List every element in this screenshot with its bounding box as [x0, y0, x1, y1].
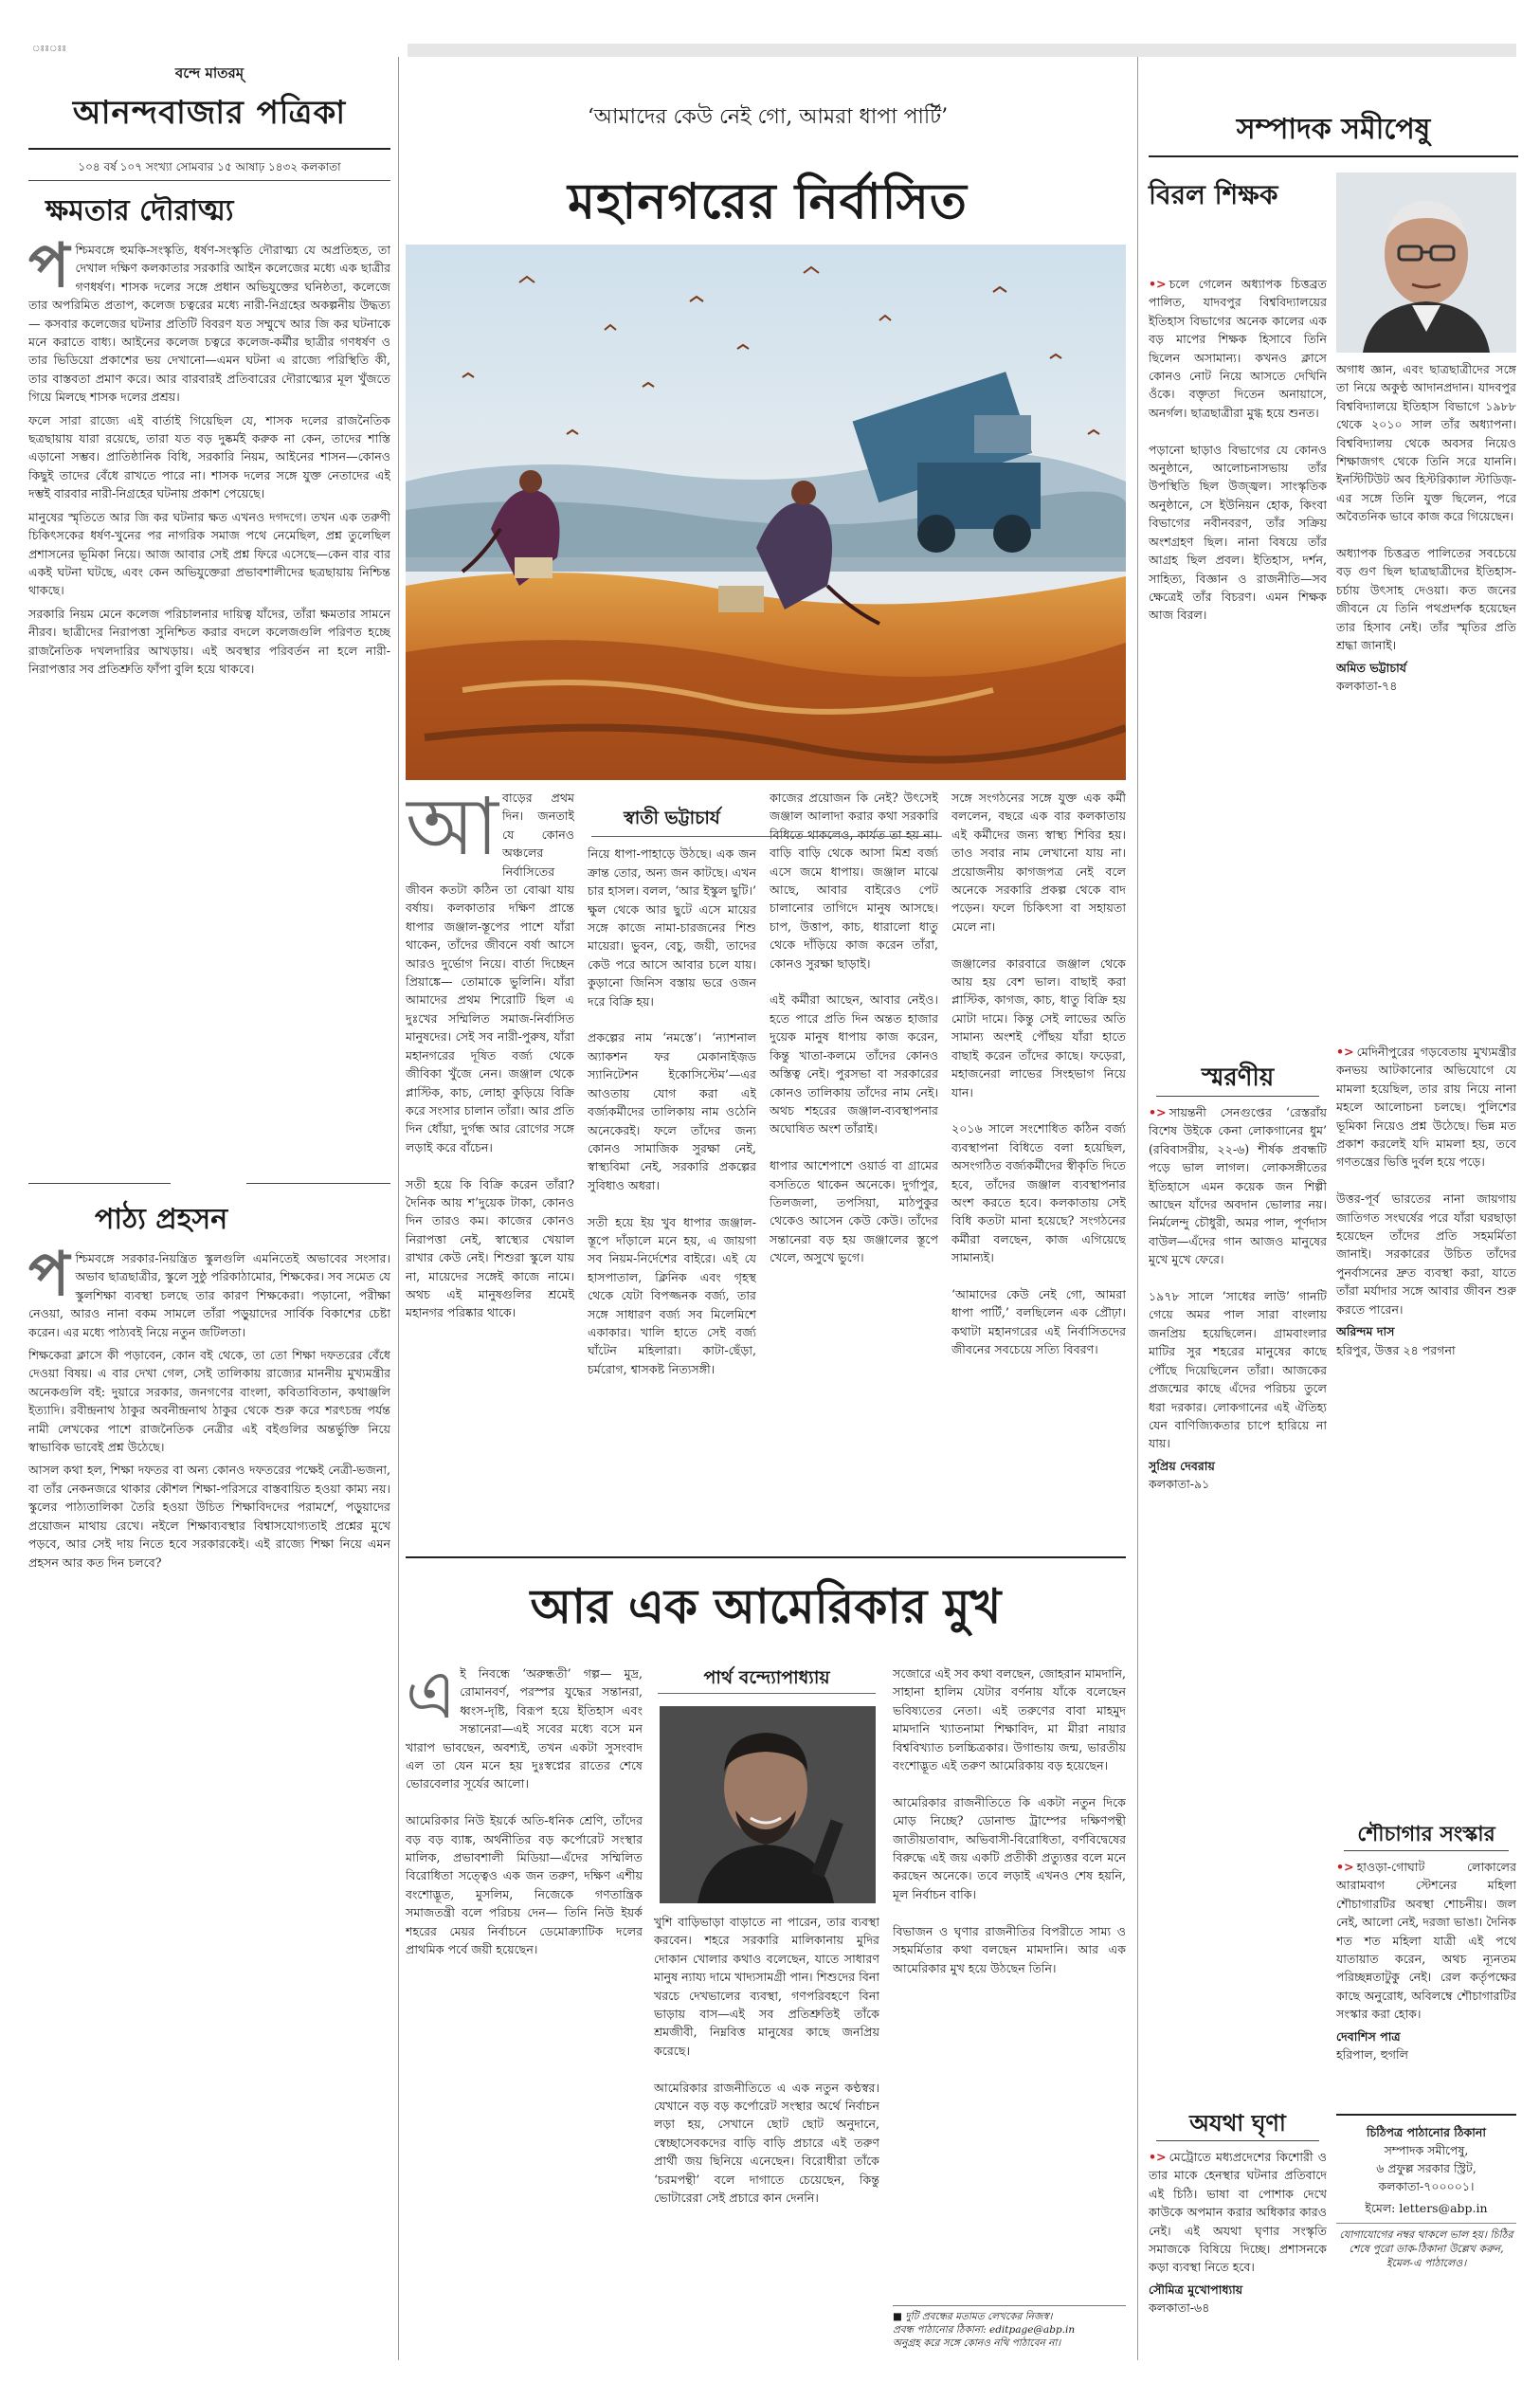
- editorial-2-paragraph: শিক্ষকেরা ক্লাসে কী পড়াবেন, কোন বই থেকে, তা তো শিক্ষা দফতরের বেঁধে দেওয়া বিষয়। এ বার দেখা গেল, সেই তালিকায় রাজ্যের মাননীয় মুখ্যমন্ত্রীর অনেকগুলি বই: দুয়ারে সরকার, জনগণের বাংলা, কবিতাবিতান, কথাঞ্জলি ইত্যাদি। রবীন্দ্রনাথ ঠাকুর অবনীন্দ্রনাথ ঠাকুর থেকে শুরু করে শরৎচন্দ্র পর্যন্ত নামী লেখকের পাশে রাজনৈতিক নেত্রীর এই বইগুলির অন্তর্ভুক্তি নিয়ে স্বাভাবিক ভাবেই প্রশ্ন উঠেছে।: [28, 1348, 390, 1455]
- editorial-2-paragraph: শ্চিমবঙ্গে সরকার-নিয়ন্ত্রিত স্কুলগুলি এমনিতেই অভাবের সংসার। অভাব ছাত্রছাত্রীর, স্কুলে সুষ্ঠু পরিকাঠামোর, শিক্ষকের। সব সমেত যে স্কুলশিক্ষা ব্যবস্থা চলছে তার কারণ শিক্ষকেরা। পড়ানো, পরীক্ষা নেওয়া, আরও নানা বকম সামলে তাঁরা পড়ুয়াদের সার্বিক বিকাশের চেষ্টা করেন। এর মধ্যে পাঠ্যবই নিয়ে নতুন জটিলতা।: [28, 1251, 390, 1339]
- letter-4-body: [1336, 1858, 1516, 2104]
- letter-5-author: সৌমিত্র মুখোপাধ্যায়: [1149, 2282, 1243, 2297]
- letters-address-box: [1336, 2114, 1516, 2360]
- address-heading: চিঠিপত্র পাঠানোর ঠিকানা: [1366, 2125, 1487, 2139]
- bullet-icon: •>: [1336, 1860, 1354, 1874]
- story-1-body: [406, 789, 1126, 1547]
- editorial-1-dropcap: প: [28, 241, 70, 301]
- story-1-column-1: [406, 789, 574, 1542]
- letter-2-body-text: সায়ন্তনী সেনগুপ্তের ‘রেস্তরাঁয় বিশেষ উইকে কেনা লোকগানের ধুম’ (রবিবাসরীয়, ২২-৬) শীর্ষক প্রবন্ধটি পড়ে ভাল লাগল। লোকসঙ্গীতের ইতিহাসে এমন কয়েক জন শিল্পী আছেন যাঁদের অবদান ভোলার নয়। নির্মলেন্দু চৌধুরী, অমর পাল, পূর্ণদাস বাউল—এঁদের গান আজও মানুষের মুখে মুখে ফেরে। ১৯৭৮ সালে ‘সাধের লাউ’ গানটি গেয়ে অমর পাল সারা বাংলায় জনপ্রিয় হয়েছিলেন। গ্রামবাংলার মাটির সুর শহরের মানুষের কাছে পৌঁছে দিয়েছিলেন তাঁরা। আজকের প্রজন্মের কাছে এঁদের পরিচয় তুলে ধরা দরকার। লোকগানের এই ঐতিহ্য যেন বাণিজ্যিকতার চাপে হারিয়ে না যায়।: [1149, 1105, 1327, 1451]
- story-1-headline: মহানগরের নির্বাসিত: [568, 173, 968, 230]
- letter-1-body: [1149, 275, 1327, 1045]
- editorial-1-paragraph: শ্চিমবঙ্গে হুমকি-সংস্কৃতি, ধর্ষণ-সংস্কৃতি দৌরাত্ম্য যে অপ্রতিহত, তা দেখাল দক্ষিণ কলকাতার সরকারি আইন কলেজের মধ্যে এক ছাত্রীর গণধর্ষণ। শাসক দলের সঙ্গে প্রধান অভিযুক্তের ঘনিষ্ঠতা, কলেজে তার অপরিমিত প্রতাপ, কলেজ চত্বরের মধ্যে নারী-নিগ্রহের অকল্পনীয় উদ্ধত্য— কসবার কলেজের ঘটনার প্রতিটি বিবরণ যত সম্মুখে আর জি কর ঘটনাকে মনে করাতে বাধ্য। আইনের কলেজ চত্বরে কলেজ-কর্মীর ছাত্রীর গণধর্ষণ ও তার ভিডিয়ো প্রকাশের ভয় দেখানো—এমন ঘটনা এ রাজ্যে পরিস্থিতি কী, তার বাস্তবতা প্রমাণ করে। আর বারবারই প্রতিবারের দৌরাত্ম্যের মূল খুঁজতে গিয়ে মিলছে শাসক দলের প্রশ্রয়।: [28, 243, 390, 405]
- letter-1-author: অমিত ভট্টাচার্য: [1336, 660, 1407, 675]
- letter-2-author: সুপ্রিয় দেবরায়: [1149, 1458, 1215, 1473]
- editorial-1-paragraph: সরকারি নিয়ম মেনে কলেজ পরিচালনার দায়িত্ব যাঁদের, তাঁরা ক্ষমতার সামনে নীরব। ছাত্রীদের নিরাপত্তা সুনিশ্চিত করার বদলে কলেজগুলি পরিণত হচ্ছে রাজনৈতিক দখলদারির আখড়ায়। এই অবস্থার পরিবর্তন না হলে নারী-নিরাপত্তার সব প্রতিশ্রুতি ফাঁপা বুলি হয়ে থাকবে।: [28, 606, 390, 676]
- letter-5-place: কলকাতা-৬৪: [1149, 2300, 1210, 2316]
- editorial-2-title: পাঠ্য প্রহসন: [95, 1203, 228, 1236]
- story-1-illustration: [406, 245, 1126, 780]
- letter-5-title: অযথা ঘৃণা: [1189, 2109, 1286, 2137]
- editorial-1: [28, 188, 390, 1174]
- letter-3-body: [1336, 1043, 1516, 1801]
- letter-2-title: স্মরণীয়: [1201, 1064, 1275, 1092]
- letter-5-body: [1149, 2148, 1327, 2356]
- bullet-icon: •>: [1149, 1105, 1167, 1119]
- letter-2-title-rule: [1156, 1096, 1319, 1097]
- story-1-dropcap: আ: [406, 789, 498, 873]
- letter-3-place: হরিপুর, উত্তর ২৪ পরগনা: [1336, 1342, 1456, 1357]
- editorial-2: [28, 1196, 390, 2349]
- letter-2-place: কলকাতা-৯১: [1149, 1477, 1210, 1492]
- letter-1-place: কলকাতা-৭৪: [1336, 678, 1398, 693]
- letter-5-body-text: মেট্রোতে মধ্যপ্রদেশের কিশোরী ও তার মাকে হেনস্থার ঘটনার প্রতিবাদে এই চিঠি। ভাষা বা পোশাক দেখে কাউকে অপমান করার অধিকার কারও নেই। এই অযথা ঘৃণার সংস্কৃতি সমাজকে বিষিয়ে দিচ্ছে। প্রশাসনকে কড়া ব্যবস্থা নিতে হবে।: [1149, 2150, 1327, 2275]
- story-1-column-4: [951, 789, 1126, 1542]
- story-1-column-3: [770, 789, 938, 1542]
- story-2-column-3: [893, 1664, 1126, 2300]
- story-2-column-1: [406, 1664, 643, 2361]
- letters-title-rule: [1149, 155, 1518, 157]
- editorial-2-body: [28, 1249, 390, 2349]
- letters-section-title: সম্পাদক সমীপেষু: [1236, 113, 1431, 146]
- story-1-byline-underline: [591, 836, 942, 837]
- waste-pickers-painting: [406, 245, 1126, 780]
- letter-1-caption: [1336, 360, 1516, 1024]
- story-2-footnote: ■ দুটি প্রবন্ধের মতামত লেখকের নিজস্ব। প্রবন্ধ পাঠানোর ঠিকানা: editpage@abp.in অনুগ্রহ করে সঙ্গে কোনও নথি পাঠাবেন না।: [893, 2305, 1126, 2350]
- story-2-column-1-text: ই নিবন্ধে ‘অরুন্ধতী’ গল্প— মুদ্র, রোমানবৰ্ণ, পরস্পর যুদ্ধের সন্তানরা, ধ্বংস-দৃষ্টি, বিরূপ হয়ে ইতিহাস এবং সন্তানেরা—এই সবের মধ্যে বসে মন খারাপ ভাবছেন, অবশ্যই, তখন একটা সুসংবাদ এল তা যেন মনে হয় দুঃস্বপ্নের রাতের শেষে ভোরবেলার সূর্যের আলো। আমেরিকার নিউ ইয়র্কে অতি-ধনিক শ্রেণি, তাঁদের বড় বড় ব্যাঙ্ক, অর্থনীতির বড় কর্পোরেট সংস্থার মালিক, প্রভাবশালী মিডিয়া—এঁদের সম্মিলিত বিরোধিতা সত্ত্বেও এক জন তরুণ, দক্ষিণ এশীয় বংশোদ্ভূত, মুসলিম, নিজেকে গণতান্ত্রিক সমাজতন্ত্রী বলে পরিচয় দেন— তিনি নিউ ইয়র্ক শহরের মেয়র নির্বাচনে ডেমোক্র্যাটিক দলের প্রাথমিক পর্বে জয়ী হয়েছেন।: [406, 1666, 643, 1957]
- masthead-motto: বন্দে মাতরম্: [174, 64, 245, 82]
- story-2-column-2-text: খুশি বাড়িভাড়া বাড়াতে না পারেন, তার ব্যবস্থা করবেন। শহরে সরকারি মালিকানায় মুদির দোকান খোলার কথাও বলেছেন, যাতে সাধারণ মানুষ ন্যায্য দামে খাদ্যসামগ্রী পান। শিশুদের বিনা খরচে দেখভালের ব্যবস্থা, গণপরিবহণে বিনা ভাড়ায় বাস—এই সব প্রতিশ্রুতিই তাঁকে শ্রমজীবী, নিম্নবিত্ত মানুষের কাছে জনপ্রিয় করেছে। আমেরিকার রাজনীতিতে এ এক নতুন কণ্ঠস্বর। যেখানে বড় বড় কর্পোরেট সংস্থার অর্থে নির্বাচন লড়া হয়, সেখানে ছোট ছোট অনুদানে, স্বেচ্ছাসেবকদের বাড়ি বাড়ি প্রচারে এই তরুণ প্রার্থী জয় ছিনিয়ে এনেছেন। বিরোধীরা তাঁকে ‘চরমপন্থী’ বলে দাগাতে চেয়েছেন, কিন্তু ভোটারেরা সেই প্রচারে কান দেননি।: [654, 1915, 879, 2206]
- bullet-icon: •>: [1149, 2150, 1167, 2164]
- editorial-1-title: ক্ষমতার দৌরাত্ম্য: [45, 194, 234, 227]
- story-2-byline: পার্থ বন্দ্যোপাধ্যায়: [703, 1667, 830, 1688]
- story-2-byline-underline: [658, 1693, 876, 1694]
- address-line: সম্পাদক সমীপেষু,: [1384, 2143, 1469, 2157]
- letter-1-caption-text: অগাধ জ্ঞান, এবং ছাত্রছাত্রীদের সঙ্গে তা নিয়ে অকুণ্ঠ আদানপ্রদান। যাদবপুর বিশ্ববিদ্যালয়ে ইতিহাস বিভাগে ১৯৮৮ থেকে ২০১০ সাল তাঁর অধ্যাপনা। বিশ্ববিদ্যালয় থেকে অবসর নিয়েও শিক্ষাজগৎ থেকে তিনি সরে যাননি। ইনস্টিটিউট অব হিস্টরিক্যাল স্টাডিজ়-এর সঙ্গে তিনি যুক্ত ছিলেন, পরে অবৈতনিক ভাবে কাজ করে গিয়েছেন। অধ্যাপক চিত্তব্রত পালিতের সবচেয়ে বড় গুণ ছিল ছাত্রছাত্রীদের ইতিহাস-চর্চায় উৎসাহ দেওয়া। কত জনের জীবনে যে তিনি পথপ্রদর্শক হয়েছেন তার হিসাব নেই। তাঁর স্মৃতির প্রতি শ্রদ্ধা জানাই।: [1336, 362, 1516, 653]
- address-line: কলকাতা-৭০০০০১।: [1378, 2179, 1475, 2193]
- story-1-column-2-text: নিয়ে ধাপা-পাহাড়ে উঠছে। এক জন ক্রান্ত তোর, অন্য জন কাটছে। এখন চার হাসল। বলল, ‘আর ইস্কুল ছুটি।’ ক্ষুল থেকে আর ছুটে এসে মায়ের সঙ্গে কাজে নামা-চারজনের শিশু মায়েরা। ভুবন, বেচু, জয়ী, তাদের কেউ পরে আসে আবার চলে যায়। কুড়ানো জিনিস বস্তায় ভরে ওজন দরে বিক্রি হয়। প্রকল্পের নাম ‘নমস্তে’। ‘ন্যাশনাল অ্যাকশন ফর মেকানাইজ়ড স্যানিটেশন ইকোসিস্টেম’—এর আওতায় যোগ করা এই বর্জ্যকর্মীদের তালিকায় নাম ওঠেনি অনেকেরই। ফলে তাঁদের জন্য কোনও সামাজিক সুরক্ষা নেই, স্বাস্থ্যবিমা নেই, সরকারি প্রকল্পের সুবিধাও অধরা। সতী হয়ে ইয় খুব ধাপার জঞ্জাল-স্তূপে দাঁড়ালে মনে হয়, এ জায়গা সব নিয়ম-নির্দেশের বাইরে। এই যে হাসপাতাল, ক্লিনিক এবং গৃহস্থ থেকে যেটা বিপজ্জনক বর্জ্য, তার সঙ্গে সাধারণ বর্জ্য সব মিলেমিশে একাকার। খালি হাতে সেই বর্জ্য ঘাঁটেন মহিলারা। কাটা-ছেঁড়া, চর্মরোগ, শ্বাসকষ্ট নিত্যসঙ্গী।: [588, 846, 756, 1376]
- right-column-rule: [1137, 57, 1138, 2360]
- editorial-divider-tab: [171, 1179, 246, 1187]
- story-1-kicker: ‘আমাদের কেউ নেই গো, আমরা ধাপা পার্টি’: [587, 105, 949, 129]
- story-1-column-2: [588, 789, 756, 1542]
- masthead-rule: [28, 180, 390, 181]
- story-2-column-2: [654, 1913, 879, 2361]
- story-2-photo: [660, 1706, 876, 1903]
- portrait-photo: [660, 1706, 876, 1903]
- story-1-byline: স্বাতী ভট্টাচার্য: [624, 808, 720, 828]
- editorial-1-body: [28, 241, 390, 1174]
- story-2-headline: আর এক আমেরিকার মুখ: [530, 1578, 1002, 1634]
- letter-4-place: হরিপাল, হুগলি: [1336, 2047, 1409, 2063]
- page-number-marker: ঃঃঃঃ: [32, 45, 67, 54]
- bullet-icon: •>: [1336, 1045, 1354, 1059]
- editorial-2-paragraph: আসল কথা হল, শিক্ষা দফতর বা অন্য কোনও দফতরের পক্ষেই নেত্রী-ভজনা, বা তাঁর নেকনজরে থাকার কৌশল শিক্ষা-পরিসরে বাস্তবায়িত হওয়া কাম্য নয়। স্কুলের পাঠ্যতালিকা তৈরি হওয়া উচিত শিক্ষাবিদদের পরামর্শে, পড়ুয়াদের প্রয়োজন মাথায় রেখে। নইলে শিক্ষাব্যবস্থার বিশ্বাসযোগ্যতাই প্রশ্নের মুখে পড়বে, আর সেই দায় নিতে হবে সরকারকেই। এই রাজ্যে শিক্ষা নিয়ে এমন প্রহসন আর কত দিন চলবে?: [28, 1463, 390, 1570]
- left-column-rule: [398, 57, 399, 2360]
- masthead-issue-line: ১০৪ বর্ষ ১০৭ সংখ্যা সোমবার ১৫ আষাঢ় ১৪৩২ কলকাতা: [78, 160, 341, 173]
- address-note: যোগাযোগের নম্বর থাকলে ভাল হয়। চিঠির শেষে পুরো ডাক-ঠিকানা উল্লেখ করুন, ইমেল-এ পাঠালেও।: [1336, 2223, 1516, 2270]
- story-1-column-1-text: বাড়ের প্রথম দিন। জনতাই যে কোনও অঞ্চলের নির্বাসিতের জীবন কতটা কঠিন তা বোঝা যায় বর্ষায়। কলকাতার দক্ষিণ প্রান্তে ধাপার জঞ্জাল-স্তূপের পাশে যাঁরা থাকেন, তাঁদের জীবনে বর্ষা আসে আরও দুর্ভোগ নিয়ে। বার্তা দিচ্ছেন প্রিয়াঙ্কে— তোমাকে ভুলিনি। যাঁরা আমাদের প্রথম শিরোটি ছিল এ দুঃখের সম্মিলিত সমাজ-নির্বাসিত মানুষদের। সেই সব নারী-পুরুষ, যাঁরা মহানগরের দূষিত বর্জ্য থেকে জীবিকা খুঁজে নেন। জঞ্জাল থেকে প্লাস্টিক, কাচ, লোহা কুড়িয়ে বিক্রি করে সংসার চালান তাঁরা। আর প্রতি দিন ধোঁয়া, দুর্গন্ধ আর রোগের সঙ্গে লড়াই করে বাঁচেন। সতী হয়ে কি বিক্রি করেন তাঁরা? দৈনিক আয় শ’দুয়েক টাকা, কোনও দিন তারও কম। কাজের কোনও নিরাপত্তা নেই, স্বাস্থ্যের খেয়াল রাখার কেউ নেই। শিশুরা স্কুলে যায় না, মায়েদের সঙ্গেই কাজে নামে। অথচ এই মানুষগুলির শ্রমেই মহানগর পরিষ্কার থাকে।: [406, 791, 574, 1320]
- letter-3-body-text: মেদিনীপুরের গড়বেতায় মুখ্যমন্ত্রীর কনভয় আটকানোর অভিযোগে যে মামলা হয়েছিল, তার রায় নিয়ে নানা মহলে আলোচনা চলছে। পুলিশের ভূমিকা নিয়েও প্রশ্ন উঠেছে। ভিন্ন মত প্রকাশ করলেই যদি মামলা হয়, তবে গণতন্ত্রের ভিত্তি দুর্বল হয়ে পড়ে। উত্তর-পূর্ব ভারতের নানা জায়গায় জাতিগত সংঘর্ষের পরে যাঁরা ঘরছাড়া হয়েছেন তাঁদের প্রতি সহমর্মিতা জানাই। সরকারের উচিত তাঁদের পুনর্বাসনের দ্রুত ব্যবস্থা করা, যাতে তাঁরা মর্যাদার সঙ্গে আবার জীবন শুরু করতে পারেন।: [1336, 1045, 1516, 1317]
- top-rule-right: [408, 44, 1516, 57]
- story-2-body: [406, 1664, 1126, 2366]
- story-1-column-4-text: সঙ্গে সংগঠনের সঙ্গে যুক্ত এক কর্মী বললেন, বছরে এক বার কলকাতায় এই কর্মীদের জন্য স্বাস্থ্য শিবির হয়। তাও সবার নাম লেখানো যায় না। প্রয়োজনীয় কাগজপত্র নেই বলে অনেকে সরকারি প্রকল্প থেকে বাদ পড়েন। ফলে চিকিৎসা বা সহায়তা মেলে না। জঞ্জালের কারবারে জঞ্জাল থেকে আয় হয় বেশ ভাল। বাছাই করা প্লাস্টিক, কাগজ, কাচ, ধাতু বিক্রি হয় মোটা দামে। কিন্তু সেই লাভের অতি সামান্য অংশই পৌঁছয় যাঁরা হাতে বাছাই করেন তাঁদের কাছে। ফড়েরা, মহাজনেরা লাভের সিংহভাগ নিয়ে যান। ২০১৬ সালে সংশোধিত কঠিন বর্জ্য ব্যবস্থাপনা বিধিতে বলা হয়েছিল, অসংগঠিত বর্জ্যকর্মীদের স্বীকৃতি দিতে হবে, তাঁদের জঞ্জাল ব্যবস্থাপনার অংশ করতে হবে। কলকাতায় সেই বিধি কতটা মানা হয়েছে? সংগঠনের কর্মীরা বলছেন, কাজ এগিয়েছে সামান্যই। ‘আমাদের কেউ নেই গো, আমরা ধাপা পার্টি,’ বলছিলেন এক প্রৌঢ়া। কথাটা মহানগরের এই নির্বাসিতদের জীবনের সবচেয়ে সত্যি বিবরণ।: [951, 791, 1126, 1357]
- address-line: ৬ প্রফুল্ল সরকার স্ট্রিট,: [1376, 2161, 1477, 2175]
- letter-4-title: শৌচাগার সংস্কার: [1357, 1822, 1495, 1846]
- letter-4-title-rule: [1344, 1850, 1509, 1851]
- story-1-column-3-text: কাজের প্রয়োজন কি নেই? উৎসেই জঞ্জাল আলাদা করার কথা সরকারি বিধিতে থাকলেও, কার্যত তা হয় না। বাড়ি বাড়ি থেকে আসা মিশ্র বর্জ্য এসে জমে ধাপায়। জঞ্জাল মাঝে আছে, আবার বাইরেও পেট চালানোর তাগিদে মানুষ আসছে। চাপ, উত্তাপ, কাচ, ধারালো ধাতু থেকে দাঁড়িয়ে কাজ করেন তাঁরা, কোনও সুরক্ষা ছাড়াই। এই কর্মীরা আছেন, আবার নেইও। হতে পারে প্রতি দিন অন্তত হাজার দুয়েক মানুষ ধাপায় কাজ করেন, কিন্তু খাতা-কলমে তাঁদের কোনও অস্তিত্ব নেই। পুরসভা বা সরকারের কোনও তালিকায় তাঁদের নাম নেই। অথচ শহরের জঞ্জাল-ব্যবস্থাপনার অঘোষিত অংশ তাঁরাই। ধাপার আশেপাশে ওয়ার্ড বা গ্রামের বসতিতে থাকেন অনেকে। দুর্গাপুর, তিলজলা, তপসিয়া, মাঠপুকুর থেকেও আসেন কেউ কেউ। তাঁদের সন্তানেরা বড় হয় জঞ্জালের স্তূপে খেলে, অসুখে ভুগে।: [770, 791, 938, 1265]
- letter-5-title-rule: [1156, 2140, 1319, 2141]
- story-divider: [406, 1556, 1126, 1558]
- letter-1-photo: [1336, 173, 1516, 353]
- letter-2-body: [1149, 1103, 1327, 2063]
- letter-1-title: বিরল শিক্ষক: [1149, 179, 1278, 210]
- letter-3-author: অরিন্দম দাস: [1336, 1324, 1395, 1339]
- letter-1-portrait: [1336, 173, 1516, 353]
- masthead-logo: আনন্দবাজার পত্রিকা: [72, 94, 347, 132]
- masthead: [28, 63, 390, 142]
- story-2-dropcap: এ: [406, 1664, 457, 1734]
- letter-1-body-text: চলে গেলেন অধ্যাপক চিত্তব্রত পালিত, যাদবপুর বিশ্ববিদ্যালয়ের ইতিহাস বিভাগের অনেক কালের এক বড় মাপের শিক্ষক হিসাবে তিনি ছিলেন অসামান্য। কখনও ক্লাসে কোনও নোট নিয়ে আসতে দেখিনি ওঁকে। বক্তৃতা দিতেন অনায়াসে, অনর্গল। ছাত্রছাত্রীরা মুগ্ধ হয়ে শুনত। পড়ানো ছাড়াও বিভাগের যে কোনও অনুষ্ঠানে, আলোচনাসভায় তাঁর উপস্থিতি ছিল উজ্জ্বল। সাংস্কৃতিক অনুষ্ঠানে, সে ইউনিয়ন হোক, কিংবা বিভাগের নবীনবরণ, তাঁর সক্রিয় অংশগ্রহণ ছিল। নানা বিষয়ে তাঁর আগ্রহ ছিল প্রবল। ইতিহাস, দর্শন, সাহিত্য, বিজ্ঞান ও রাজনীতি—সব ক্ষেত্রেই তাঁর বিচরণ। এমন শিক্ষক আজ বিরল।: [1149, 277, 1327, 623]
- editorial-2-dropcap: প: [28, 1249, 70, 1310]
- editorial-1-paragraph: মানুষের স্মৃতিতে আর জি কর ঘটনার ক্ষত এখনও দগদগে। তখন এক তরুণী চিকিৎসকের ধর্ষণ-খুনের পর নাগরিক সমাজ পথে নেমেছিল, প্রশ্ন তুলেছিল প্রশাসনের ভূমিকা নিয়ে। আজ আবার সেই প্রশ্ন ফিরে এসেছে—কেন বার বার একই ঘটনা ঘটছে, এবং কেন অভিযুক্তেরা প্রভাবশালীদের ছত্রছায়ায় নিশ্চিন্ত থাকছে।: [28, 509, 390, 598]
- bullet-icon: •>: [1149, 277, 1167, 291]
- letter-4-body-text: হাওড়া-গোঘাট লোকালের আরামবাগ স্টেশনের মহিলা শৌচাগারটির অবস্থা শোচনীয়। জল নেই, আলো নেই, দরজা ভাঙা। দৈনিক শত শত মহিলা যাত্রী এই পথে যাতায়াত করেন, অথচ ন্যূনতম পরিচ্ছন্নতাটুকু নেই। রেল কর্তৃপক্ষের কাছে অনুরোধ, অবিলম্বে শৌচাগারটির সংস্কার করা হোক।: [1336, 1860, 1516, 2022]
- story-2-column-3-text: সজোরে এই সব কথা বলছেন, জোহরান মামদানি, সাহানা হালিম যেটার বর্ণনায় যাঁকে বলেছেন ভবিষ্যতের নেতা। এই তরুণের বাবা মাহমুদ মামদানি খ্যাতনামা শিক্ষাবিদ, মা মীরা নায়ার বিশ্ববিখ্যাত চলচ্চিত্রকার। উগান্ডায় জন্ম, ভারতীয় বংশোদ্ভূত এই তরুণ আমেরিকায় বড় হয়েছেন। আমেরিকার রাজনীতিতে কি একটা নতুন দিকে মোড় নিচ্ছে? ডোনাল্ড ট্রাম্পের দক্ষিণপন্থী জাতীয়তাবাদ, অভিবাসী-বিরোধিতা, বর্ণবিদ্বেষের বিরুদ্ধে এই জয় একটি প্রতীকী প্রত্যুত্তর বলে মনে করছেন অনেকে। তবে লড়াই এখনও শেষ হয়নি, মূল নির্বাচন বাকি। বিভাজন ও ঘৃণার রাজনীতির বিপরীতে সাম্য ও সহমর্মিতার কথা বলছেন মামদানি। আর এক আমেরিকার মুখ হয়ে উঠছেন তিনি।: [893, 1666, 1126, 1975]
- address-email[interactable]: ইমেল: letters@abp.in: [1365, 2201, 1488, 2215]
- letter-4-author: দেবাশিস পাত্র: [1336, 2028, 1401, 2044]
- editorial-1-paragraph: ফলে সারা রাজ্যে এই বার্তাই গিয়েছিল যে, শাসক দলের রাজনৈতিক ছত্রছায়ায় যারা রয়েছে, তারা যত বড় দুষ্কর্মই করুক না কেন, তাদের শাস্তি এড়ানো সম্ভব। প্রাতিষ্ঠানিক বিধি, সরকারি নিয়ম, আইনের শাসন—কোনও কিছুই তাদের বেঁধে রাখতে পারে না। শাসক দলের সঙ্গে যুক্ত নেতাদের এই দম্ভই বারবার নারী-নিগ্রহের ঘটনায় প্রকাশ পেয়েছে।: [28, 412, 390, 501]
